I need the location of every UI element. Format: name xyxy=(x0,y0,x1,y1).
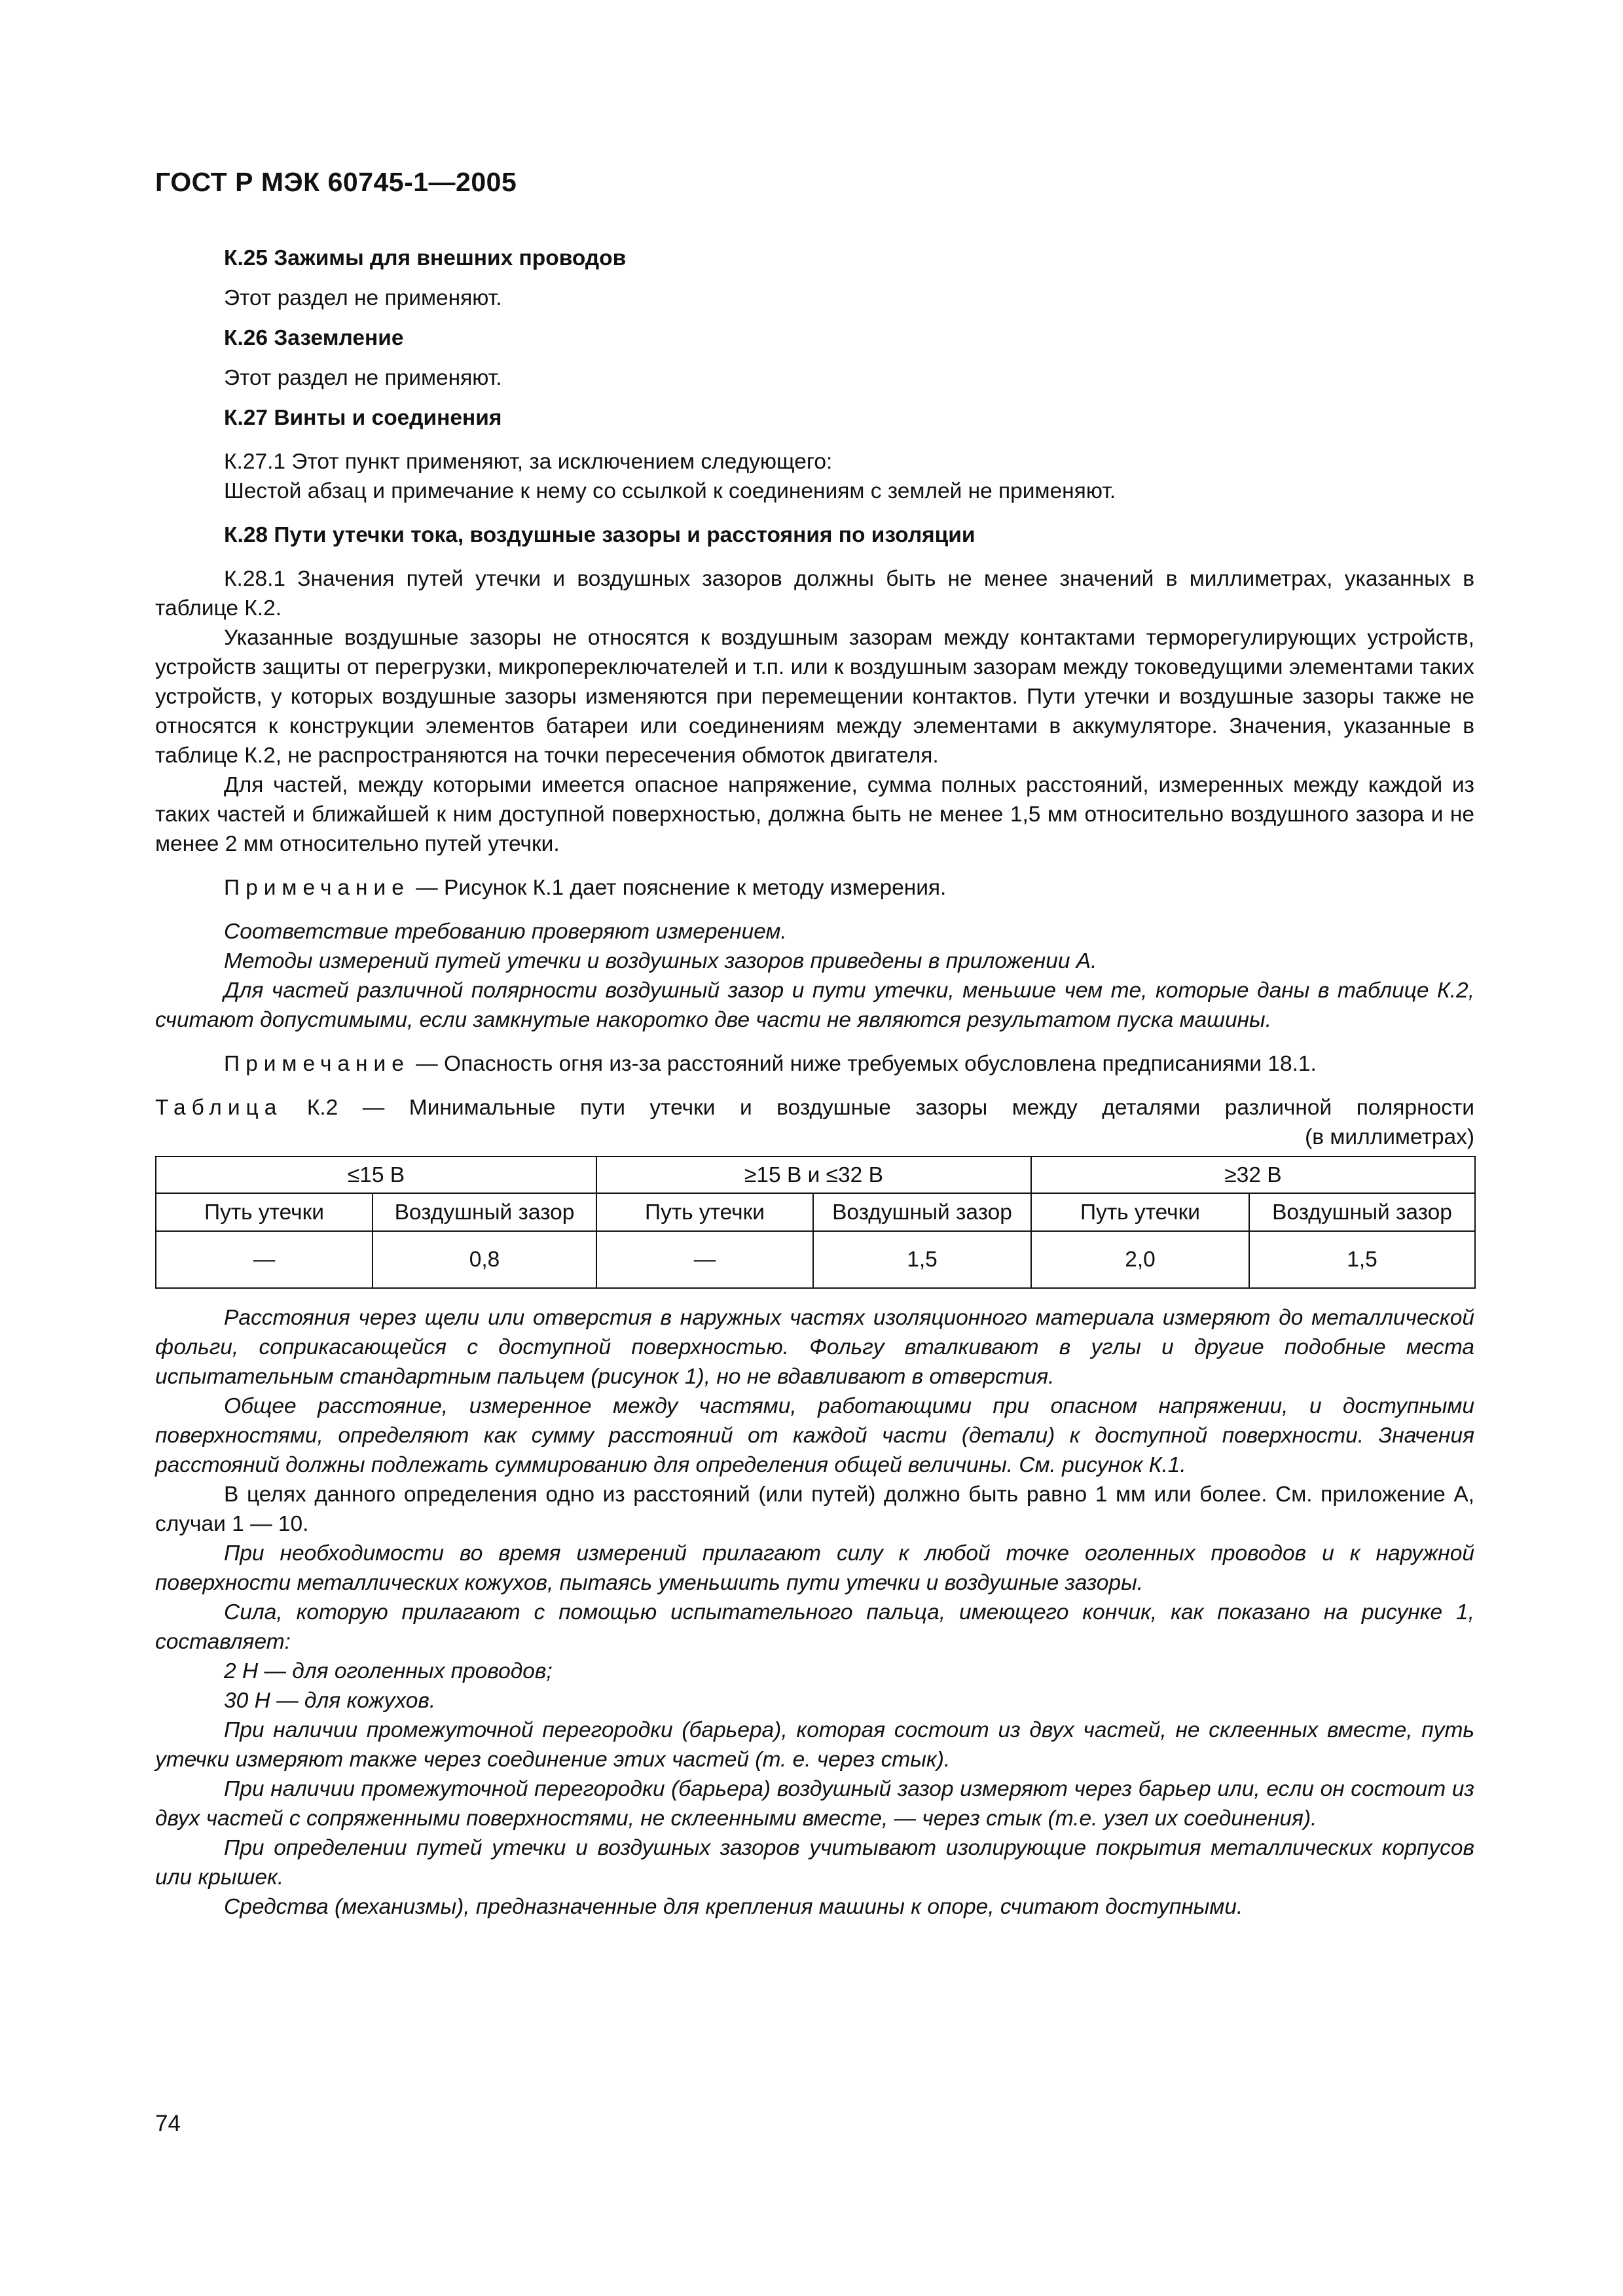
table-group-header: ≥15 В и ≤32 В xyxy=(596,1157,1031,1193)
document-header: ГОСТ Р МЭК 60745-1—2005 xyxy=(155,167,517,197)
table-subheader: Путь утечки xyxy=(156,1193,373,1231)
compliance-para: Методы измерений путей утечки и воздушных зазоров приведены в приложении А. xyxy=(224,949,1097,973)
body-para: При определении путей утечки и воздушных зазоров учитывают изолирующие покрытия металлических корпусов или крышек. xyxy=(155,1836,1474,1890)
document-body xyxy=(155,243,1474,1922)
note-label: Примечание xyxy=(224,1052,410,1076)
table-cell: 0,8 xyxy=(373,1231,596,1288)
force-item: 30 Н — для кожухов. xyxy=(224,1689,436,1713)
body-para: Общее расстояние, измеренное между частями, работающими при опасном напряжении, и доступными поверхностями, определяют как сумму расстояний от каждой части (детали) к доступной поверхности. Значения расстояний должны подлежать суммированию для определения общей величины. См. рисунок К.1. xyxy=(155,1394,1474,1477)
body-para: Расстояния через щели или отверстия в наружных частях изоляционного материала измеряют до металлической фольги, соприкасающейся с доступной поверхностью. Фольгу вталкивают в углы и другие подобные места испытательным стандартным пальцем (рисунок 1), но не вдавливают в отверстия. xyxy=(155,1306,1474,1389)
compliance-para: Соответствие требованию проверяют измерением. xyxy=(224,920,787,944)
table-group-header-row xyxy=(156,1157,1475,1193)
note xyxy=(155,1049,1474,1079)
table-group-header: ≥32 В xyxy=(1031,1157,1475,1193)
table-subheader: Воздушный зазор xyxy=(373,1193,596,1231)
table-subheader-row xyxy=(156,1193,1475,1231)
table-cell: 2,0 xyxy=(1031,1231,1249,1288)
table-group-header: ≤15 В xyxy=(156,1157,596,1193)
compliance-para: Для частей различной полярности воздушный зазор и пути утечки, меньшие чем те, которые даны в таблице К.2, считают допустимыми, если замкнутые накоротко две части не являются результатом пуска машины. xyxy=(155,978,1474,1032)
note-text: — Рисунок К.1 дает пояснение к методу измерения. xyxy=(409,876,947,900)
section-k25-title: К.25 Зажимы для внешних проводов xyxy=(224,246,627,270)
table-caption-text: К.2 — Минимальные пути утечки и воздушные зазоры между деталями различной полярности xyxy=(306,1096,1475,1120)
table-cell: 1,5 xyxy=(813,1231,1031,1288)
body-para: Средства (механизмы), предназначенные для крепления машины к опоре, считают доступными. xyxy=(224,1895,1243,1919)
force-item: 2 Н — для оголенных проводов; xyxy=(224,1659,553,1683)
body-para: В целях данного определения одно из расстояний (или путей) должно быть равно 1 мм или более. См. приложение А, случаи 1 — 10. xyxy=(155,1482,1474,1536)
section-k28-para: Для частей, между которыми имеется опасное напряжение, сумма полных расстояний, измеренных между каждой из таких частей и ближайшей к ним доступной поверхностью, должна быть не менее 1,5 мм относительно воздушного зазора и не менее 2 мм относительно путей утечки. xyxy=(155,773,1474,856)
section-k25-text: Этот раздел не применяют. xyxy=(224,286,502,310)
table-row xyxy=(156,1231,1475,1288)
body-para: При наличии промежуточной перегородки (барьера), которая состоит из двух частей, не склеенных вместе, путь утечки измеряют также через соединение этих частей (т. е. через стык). xyxy=(155,1718,1474,1772)
section-k27-title: К.27 Винты и соединения xyxy=(224,406,502,430)
table-subheader: Путь утечки xyxy=(596,1193,813,1231)
table-cell: — xyxy=(596,1231,813,1288)
table-subheader: Путь утечки xyxy=(1031,1193,1249,1231)
section-k26-title: К.26 Заземление xyxy=(224,326,404,350)
table-caption xyxy=(155,1093,1474,1122)
table-subheader: Воздушный зазор xyxy=(1249,1193,1475,1231)
body-para: При наличии промежуточной перегородки (барьера) воздушный зазор измеряют через барьер или, если он состоит из двух частей с сопряженными поверхностями, не склеенными вместе, — через стык (т.е. узел их соединения). xyxy=(155,1777,1474,1831)
table-subheader: Воздушный зазор xyxy=(813,1193,1031,1231)
note xyxy=(155,873,1474,903)
section-k28-title: К.28 Пути утечки тока, воздушные зазоры и расстояния по изоляции xyxy=(224,523,976,547)
section-k26-text: Этот раздел не применяют. xyxy=(224,366,502,390)
note-text: — Опасность огня из-за расстояний ниже требуемых обусловлена предписаниями 18.1. xyxy=(409,1052,1317,1076)
note-label: Примечание xyxy=(224,876,410,900)
page-number: 74 xyxy=(155,2111,181,2136)
body-para: При необходимости во время измерений прилагают силу к любой точке оголенных проводов и к наружной поверхности металлических кожухов, пытаясь уменьшить пути утечки и воздушные зазоры. xyxy=(155,1541,1474,1595)
table-caption-label: Таблица xyxy=(155,1096,283,1120)
table-units: (в миллиметрах) xyxy=(1305,1125,1474,1149)
section-k28-para: Указанные воздушные зазоры не относятся к воздушным зазорам между контактами терморегулирующих устройств, устройств защиты от перегрузки, микропереключателей и т.п. или к воздушным зазорам между токоведущими элементами таких устройств, у которых воздушные зазоры изменяются при перемещении контактов. Пути утечки и воздушные зазоры также не относятся к конструкции элементов батареи или соединениям между элементами в аккумуляторе. Значения, указанные в таблице К.2, не распространяются на точки пересечения обмоток двигателя. xyxy=(155,626,1474,768)
section-k27-para: Шестой абзац и примечание к нему со ссылкой к соединениям с землей не применяют. xyxy=(224,479,1116,503)
table-cell: — xyxy=(156,1231,373,1288)
body-para: Сила, которую прилагают с помощью испытательного пальца, имеющего кончик, как показано на рисунке 1, составляет: xyxy=(155,1600,1474,1654)
table-cell: 1,5 xyxy=(1249,1231,1475,1288)
section-k27-para: К.27.1 Этот пункт применяют, за исключением следующего: xyxy=(224,450,833,474)
section-k28-para: К.28.1 Значения путей утечки и воздушных зазоров должны быть не менее значений в миллиметрах, указанных в таблице К.2. xyxy=(155,567,1474,620)
clearance-table xyxy=(155,1156,1476,1289)
